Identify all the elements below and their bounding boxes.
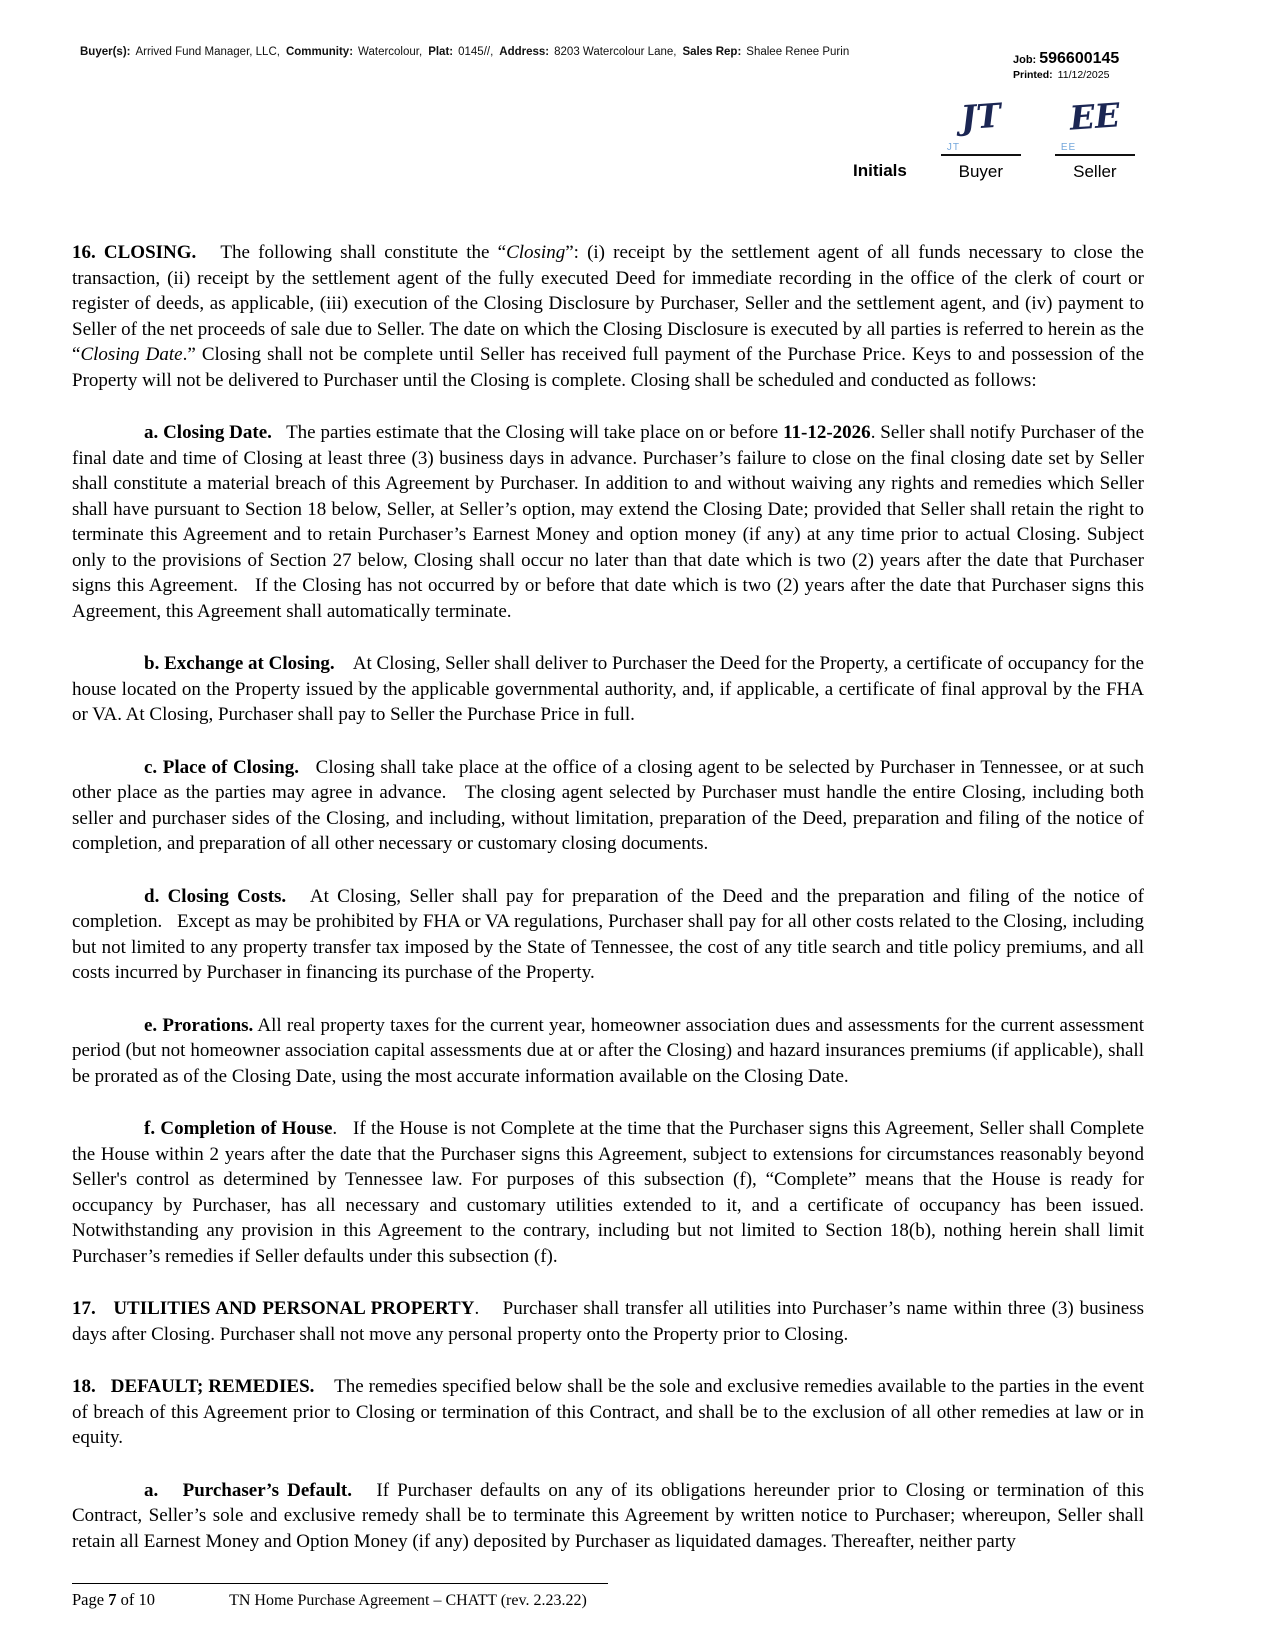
address-label: Address: xyxy=(499,46,550,58)
plat-value: 0145//, xyxy=(458,46,494,58)
document-title-footer: TN Home Purchase Agreement – CHATT (rev. 2.23.22) xyxy=(229,1592,587,1609)
text-run: f. Completion of House xyxy=(144,1118,333,1139)
text-run: b. Exchange at Closing. xyxy=(144,653,335,674)
subsection-e-prorations xyxy=(72,1013,1144,1090)
seller-signature-tag: EE xyxy=(1060,142,1077,153)
text-run: . Purchaser shall transfer all utilities into Purchaser’s name within three (3) business days after Closing. Purchaser shall not move any personal property onto the Property prior to Closing. xyxy=(72,1298,1144,1345)
job-label: Job: xyxy=(1013,54,1037,66)
text-run: a. Closing Date. xyxy=(144,422,272,443)
job-line xyxy=(1013,50,1119,68)
job-info-block xyxy=(1013,50,1119,81)
printed-line xyxy=(1013,69,1119,81)
job-number: 596600145 xyxy=(1039,50,1120,67)
subsection-b-exchange-at-closing xyxy=(72,651,1144,728)
text-run: a. Purchaser’s Default. xyxy=(144,1479,353,1501)
printed-label: Printed: xyxy=(1013,69,1053,81)
subsection-d-closing-costs xyxy=(72,884,1144,986)
document-footer xyxy=(72,1583,1144,1610)
text-run: 18. DEFAULT; REMEDIES. xyxy=(72,1376,315,1397)
text-run: If Purchaser defaults on any of its obligations hereunder prior to Closing or termination of this Contract, Seller’s sole and exclusive remedy shall be to terminate this Agreement by written notice to Purchaser; whereupon, Seller shall retain all Earnest Money and Option Money (if any) deposited by Purchaser as liquidated damages. Thereafter, neither party xyxy=(72,1479,1144,1552)
initials-block xyxy=(853,95,1135,182)
seller-signature-line xyxy=(1055,154,1135,156)
community-value: Watercolour, xyxy=(358,46,423,58)
subsection-c-place-of-closing xyxy=(72,755,1144,857)
text-run: .” Closing shall not be complete until Seller has received full payment of the Purchase Price. Keys to and possession of the Property will not be delivered to Purchaser until the Closing is complete. Closing shall be scheduled and conducted as follows: xyxy=(72,344,1145,391)
subsection-a-closing-date xyxy=(72,420,1144,624)
text-run: The parties estimate that the Closing will take place on or before xyxy=(271,422,784,443)
document-header xyxy=(80,46,980,58)
text-run: All real property taxes for the current year, homeowner association dues and assessments for the current assessment period (but not homeowner association capital assessments due at or after the Closing) and hazard insurances premiums (if applicable), shall be prorated as of the Closing Date, using the most accurate information available on the Closing Date. xyxy=(72,1014,1144,1087)
buyer-signature[interactable]: JT xyxy=(959,95,1003,138)
text-run: d. Closing Costs. xyxy=(144,885,287,907)
plat-label: Plat: xyxy=(428,46,454,58)
buyer-role-label: Buyer xyxy=(958,162,1004,181)
text-run: . If the House is not Complete at the time that the Purchaser signs this Agreement, Seller shall Complete the House within 2 years after the date that the Purchaser signs this Agreement, subject to extensions for circumstances reasonably beyond Seller's control as determined by Tennessee law. For purposes of this subsection (f), “Complete” means that the House is ready for occupancy by Purchaser, has all necessary and customary utilities extended to it, and a certificate of occupancy has been issued. Notwithstanding any provision in this Agreement to the contrary, including but not limited to Section 18(b), nothing herein shall limit Purchaser’s remedies if Seller defaults under this subsection (f). xyxy=(72,1118,1144,1267)
buyers-label: Buyer(s): xyxy=(80,46,131,58)
buyers-value: Arrived Fund Manager, LLC, xyxy=(135,46,280,58)
seller-initials-column xyxy=(1055,95,1135,182)
text-run: 16. CLOSING. xyxy=(72,242,197,263)
sales-rep-label: Sales Rep: xyxy=(682,46,742,58)
text-run: e. Prorations. xyxy=(144,1014,254,1036)
page-indicator xyxy=(72,1590,155,1609)
section-17-utilities-and-personal-property xyxy=(72,1296,1144,1347)
text-run: At Closing, Seller shall deliver to Purchaser the Deed for the Property, a certificate of occupancy for the house located on the Property issued by the applicable governmental authority, and, if applicable, a certificate of final approval by the FHA or VA. At Closing, Purchaser shall pay to Seller the Purchase Price in full. xyxy=(72,653,1144,725)
document-body xyxy=(72,240,1144,1581)
footer-divider xyxy=(72,1583,608,1584)
address-value: 8203 Watercolour Lane, xyxy=(554,46,677,58)
buyer-signature-line xyxy=(941,154,1021,156)
subsection-a-purchasers-default xyxy=(72,1478,1144,1555)
initials-label: Initials xyxy=(853,161,907,180)
text-run: ”: (i) receipt by the settlement agent of all funds necessary to close the transaction, (ii) receipt by the settlement agent of the fully executed Deed for immediate recording in the office of the clerk of court or register of deeds, as applicable, (iii) execution of the Closing Disclosure by Purchaser, Seller and the settlement agent, and (iv) payment to Seller of the net proceeds of sale due to Seller. The date on which the Closing Disclosure is executed by all parties is referred to herein as the “ xyxy=(72,242,1144,365)
page-prefix: Page xyxy=(72,1590,109,1609)
buyer-initials-column xyxy=(941,95,1021,182)
page-number: 7 xyxy=(108,1590,117,1609)
sales-rep-value: Shalee Renee Purin xyxy=(746,46,850,58)
seller-role-label: Seller xyxy=(1073,162,1117,181)
printed-date: 11/12/2025 xyxy=(1057,69,1110,81)
text-run: Closing xyxy=(506,242,566,263)
text-run: 11-12-2026 xyxy=(783,422,871,443)
text-run: c. Place of Closing. xyxy=(144,756,299,778)
community-label: Community: xyxy=(285,46,354,58)
page-suffix: of 10 xyxy=(116,1590,155,1609)
text-run: 17. UTILITIES AND PERSONAL PROPERTY xyxy=(72,1298,475,1319)
seller-signature[interactable]: EE xyxy=(1068,95,1122,138)
section-18-default-remedies xyxy=(72,1374,1144,1451)
buyer-signature-tag: JT xyxy=(946,142,960,153)
text-run: At Closing, Seller shall pay for preparation of the Deed and the preparation and filing of the notice of completion. Except as may be prohibited by FHA or VA regulations, Purchaser shall pay for all other costs related to the Closing, including but not limited to any property transfer tax imposed by the State of Tennessee, the cost of any title search and title policy premiums, and all costs incurred by Purchaser in financing its purchase of the Property. xyxy=(72,885,1144,983)
text-run: The following shall constitute the “ xyxy=(196,242,507,263)
section-16-closing xyxy=(72,240,1144,393)
text-run: The remedies specified below shall be the sole and exclusive remedies available to the parties in the event of breach of this Agreement prior to Closing or termination of this Contract, and shall be to the exclusion of all other remedies at law or in equity. xyxy=(72,1376,1144,1448)
subsection-f-completion-of-house xyxy=(72,1116,1144,1269)
text-run: Closing shall take place at the office of a closing agent to be selected by Purchaser in Tennessee, or at such other place as the parties may agree in advance. The closing agent selected by Purchaser must handle the entire Closing, including both seller and purchaser sides of the Closing, and including, without limitation, preparation of the Deed, preparation and filing of the notice of completion, and preparation of all other necessary or customary closing documents. xyxy=(72,756,1144,854)
text-run: Closing Date xyxy=(80,344,183,365)
text-run: . Seller shall notify Purchaser of the final date and time of Closing at least three (3) business days in advance. Purchaser’s failure to close on the final closing date set by Seller shall constitute a material breach of this Agreement by Purchaser. In addition to and without waiving any rights and remedies which Seller shall have pursuant to Section 18 below, Seller, at Seller’s option, may extend the Closing Date; provided that Seller shall retain the right to terminate this Agreement and to retain Purchaser’s Earnest Money and option money (if any) at any time prior to actual Closing. Subject only to the provisions of Section 27 below, Closing shall occur no later than that date which is two (2) years after the date that Purchaser signs this Agreement. If the Closing has not occurred by or before that date which is two (2) years after the date that Purchaser signs this Agreement, this Agreement shall automatically terminate. xyxy=(72,422,1145,622)
